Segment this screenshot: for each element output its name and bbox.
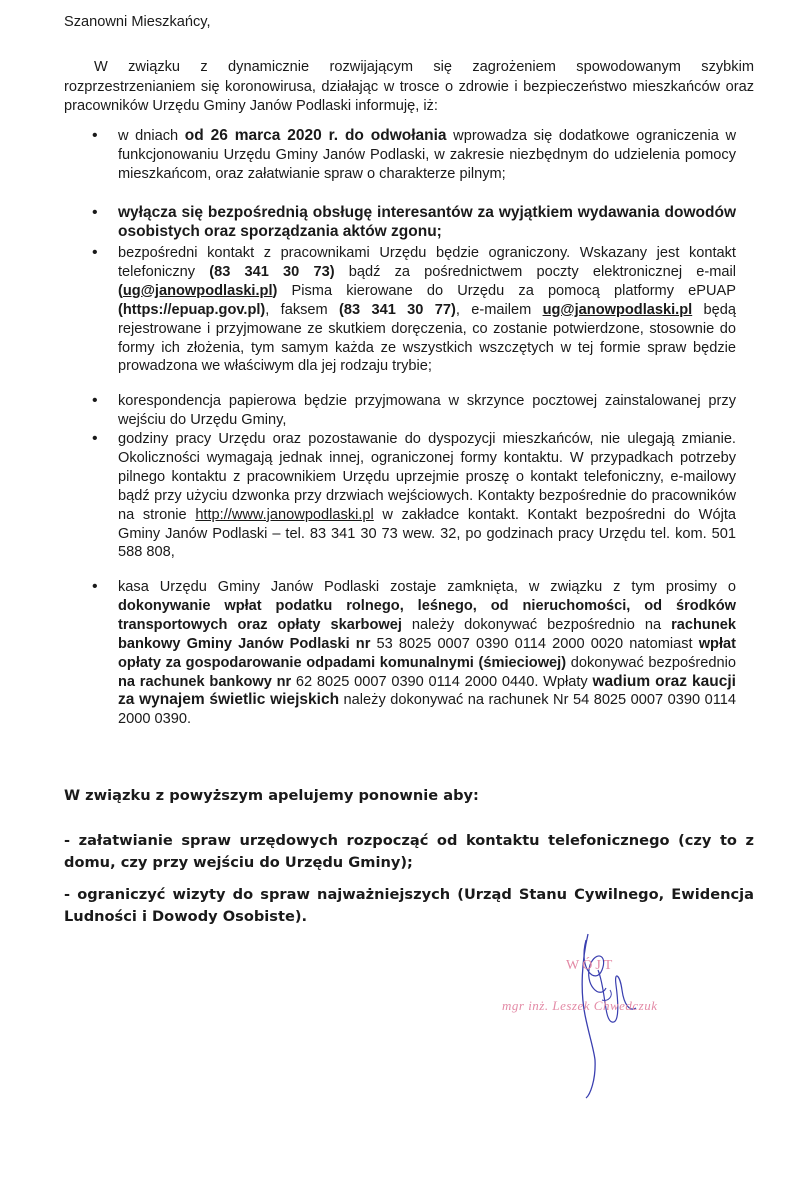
email-link[interactable]: ug@janowpodlaski.pl <box>542 301 693 318</box>
list-item: • w dniach od 26 marca 2020 r. do odwołania wprowadza się dodatkowe ograniczenia w funkcjonowaniu Urzędu Gminy Janów Podlaski, w zakresie niezbędnym do udzielenia pomocy mieszkańcom, oraz załatwianie spraw o charakterze pilnym; <box>118 127 736 204</box>
list-item: • wyłącza się bezpośrednią obsługę interesantów za wyjątkiem wydawania dowodów osobistych oraz sporządzania aktów zgonu; <box>118 204 736 244</box>
list-item: • kasa Urzędu Gminy Janów Podlaski zostaje zamknięta, w związku z tym prosimy o dokonywanie wpłat podatku rolnego, leśnego, od nieruchomości, od środków transportowych oraz opłaty skarbowej należy dokonywać bezpośrednio na rachunek bankowy Gminy Janów Podlaski nr 53 8025 0007 0390 0114 2000 0020 natomiast wpłat opłaty za gospodarowanie odpadami komunalnymi (śmieciowej) dokonywać bezpośrednio na rachunek bankowy nr 62 8025 0007 0390 0114 2000 0440. Wpłaty wadium oraz kaucji za wynajem świetlic wiejskich należy dokonywać na rachunek Nr 54 8025 0007 0390 0114 2000 0390. <box>118 578 736 748</box>
list-item: • korespondencja papierowa będzie przyjmowana w skrzynce pocztowej zainstalowanej przy wejściu do Urzędu Gminy, <box>118 392 736 430</box>
email-link[interactable]: ug@janowpodlaski.pl <box>122 282 273 299</box>
restrictions-list <box>118 127 736 748</box>
intro-paragraph: W związku z dynamicznie rozwijającym się zagrożeniem spowodowanym szybkim rozprzestrzenianiem się koronowirusa, działając w trosce o zdrowie i bezpieczeństwo mieszkańców oraz pracowników Urzędu Gminy Janów Podlaski informuję, iż: <box>64 59 754 114</box>
appeal-point-visits: - ograniczyć wizyty do spraw najważniejszych (Urząd Stanu Cywilnego, Ewidencja Ludności i Dowody Osobiste). <box>64 886 754 925</box>
appeal-heading: W związku z powyższym apelujemy ponownie aby: <box>64 787 479 804</box>
signature-icon <box>490 930 750 1100</box>
list-item: • godziny pracy Urzędu oraz pozostawanie do dyspozycji mieszkańców, nie ulegają zmianie. Okoliczności wymagają jednak innej, ograniczonej formy kontaktu. W przypadkach potrzeby pilnego kontaktu z pracownikiem Urzędu uprzejmie proszę o kontakt telefoniczny, e-mailowy bądź przy użyciu dzwonka przy drzwiach wejściowych. Kontakty bezpośrednie do pracowników na stronie http://www.janowpodlaski.pl w zakładce kontakt. Kontakt bezpośredni do Wójta Gminy Janów Podlaski – tel. 83 341 30 73 wew. 32, po godzinach pracy Urzędu tel. kom. 501 588 808, <box>118 430 736 578</box>
website-link[interactable]: http://www.janowpodlaski.pl <box>195 506 374 523</box>
appeal-point-phone: - załatwianie spraw urzędowych rozpocząć od kontaktu telefonicznego (czy to z domu, czy przy wejściu do Urzędu Gminy); <box>64 832 754 871</box>
stamp-title: WÓJT <box>566 958 616 973</box>
salutation: Szanowni Mieszkańcy, <box>64 14 211 30</box>
stamp-name: mgr inż. Leszek Chwedczuk <box>502 998 658 1013</box>
list-item: • bezpośredni kontakt z pracownikami Urzędu będzie ograniczony. Wskazany jest kontakt telefoniczny (83 341 30 73) bądź za pośrednictwem poczty elektronicznej e-mail (ug@janowpodlaski.pl) Pisma kierowane do Urzędu za pomocą platformy ePUAP (https://epuap.gov.pl), faksem (83 341 30 77), e-mailem ug@janowpodlaski.pl będą rejestrowane i przyjmowane ze skutkiem doręczenia, co zostanie potwierdzone, stosownie do formy ich złożenia, tym samym każda ze wszystkich wszczętych w tej formie spraw będzie prowadzona we właściwym dla jej rodzaju trybie; <box>118 244 736 392</box>
